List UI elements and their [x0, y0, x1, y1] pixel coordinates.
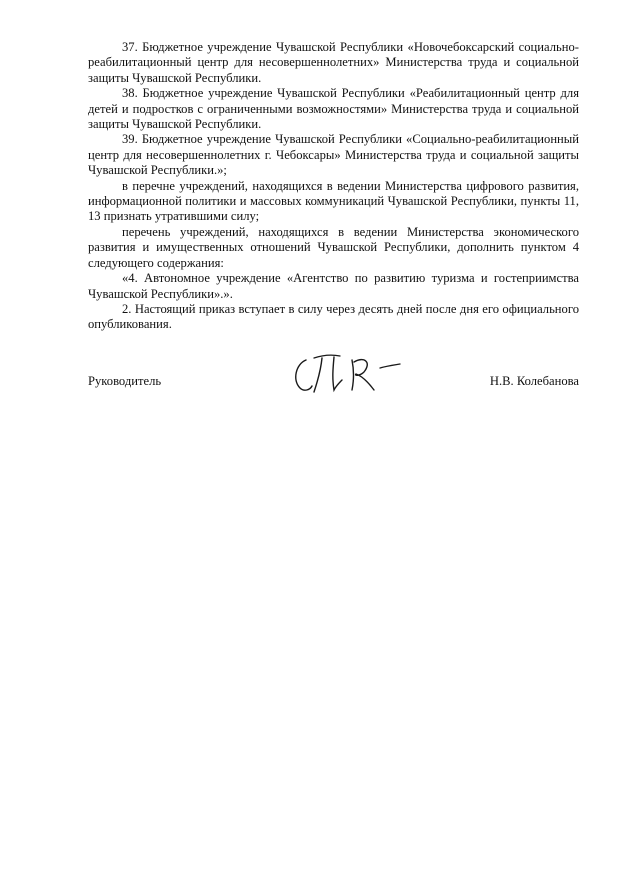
paragraph-item-37: 37. Бюджетное учреждение Чувашской Республики «Новочебоксарский социально-реабилитационный центр для несовершеннолетних» Министерства труда и социальной защиты Чувашской Республики.	[88, 40, 579, 85]
paragraph-digital-ministry: в перечне учреждений, находящихся в ведении Министерства цифрового развития, информационной политики и массовых коммуникаций Чувашской Республики, пункты 11, 13 признать утратившими силу;	[88, 178, 579, 224]
signer-name: Н.В. Колебанова	[489, 374, 579, 388]
paragraph-economic-ministry: перечень учреждений, находящихся в ведении Министерства экономического развития и имущественных отношений Чувашской Республики, дополнить пунктом 4 следующего содержания:	[88, 224, 579, 270]
paragraph-item-39: 39. Бюджетное учреждение Чувашской Республики «Социально-реабилитационный центр для несовершеннолетних г. Чебоксары» Министерства труда и социальной защиты Чувашской Республики.»;	[88, 132, 579, 178]
signer-title: Руководитель	[88, 374, 162, 388]
signature-row	[88, 374, 579, 394]
paragraph-item-4-tourism: «4. Автономное учреждение «Агентство по развитию туризма и гостеприимства Чувашской Республики».».	[88, 271, 579, 301]
paragraph-effective-date: 2. Настоящий приказ вступает в силу через десять дней после дня его официального опубликования.	[88, 301, 579, 332]
document-body	[88, 40, 579, 333]
paragraph-item-38: 38. Бюджетное учреждение Чувашской Республики «Реабилитационный центр для детей и подростков с ограниченными возможностями» Министерства труда и социальной защиты Чувашской Республики.	[88, 86, 579, 132]
